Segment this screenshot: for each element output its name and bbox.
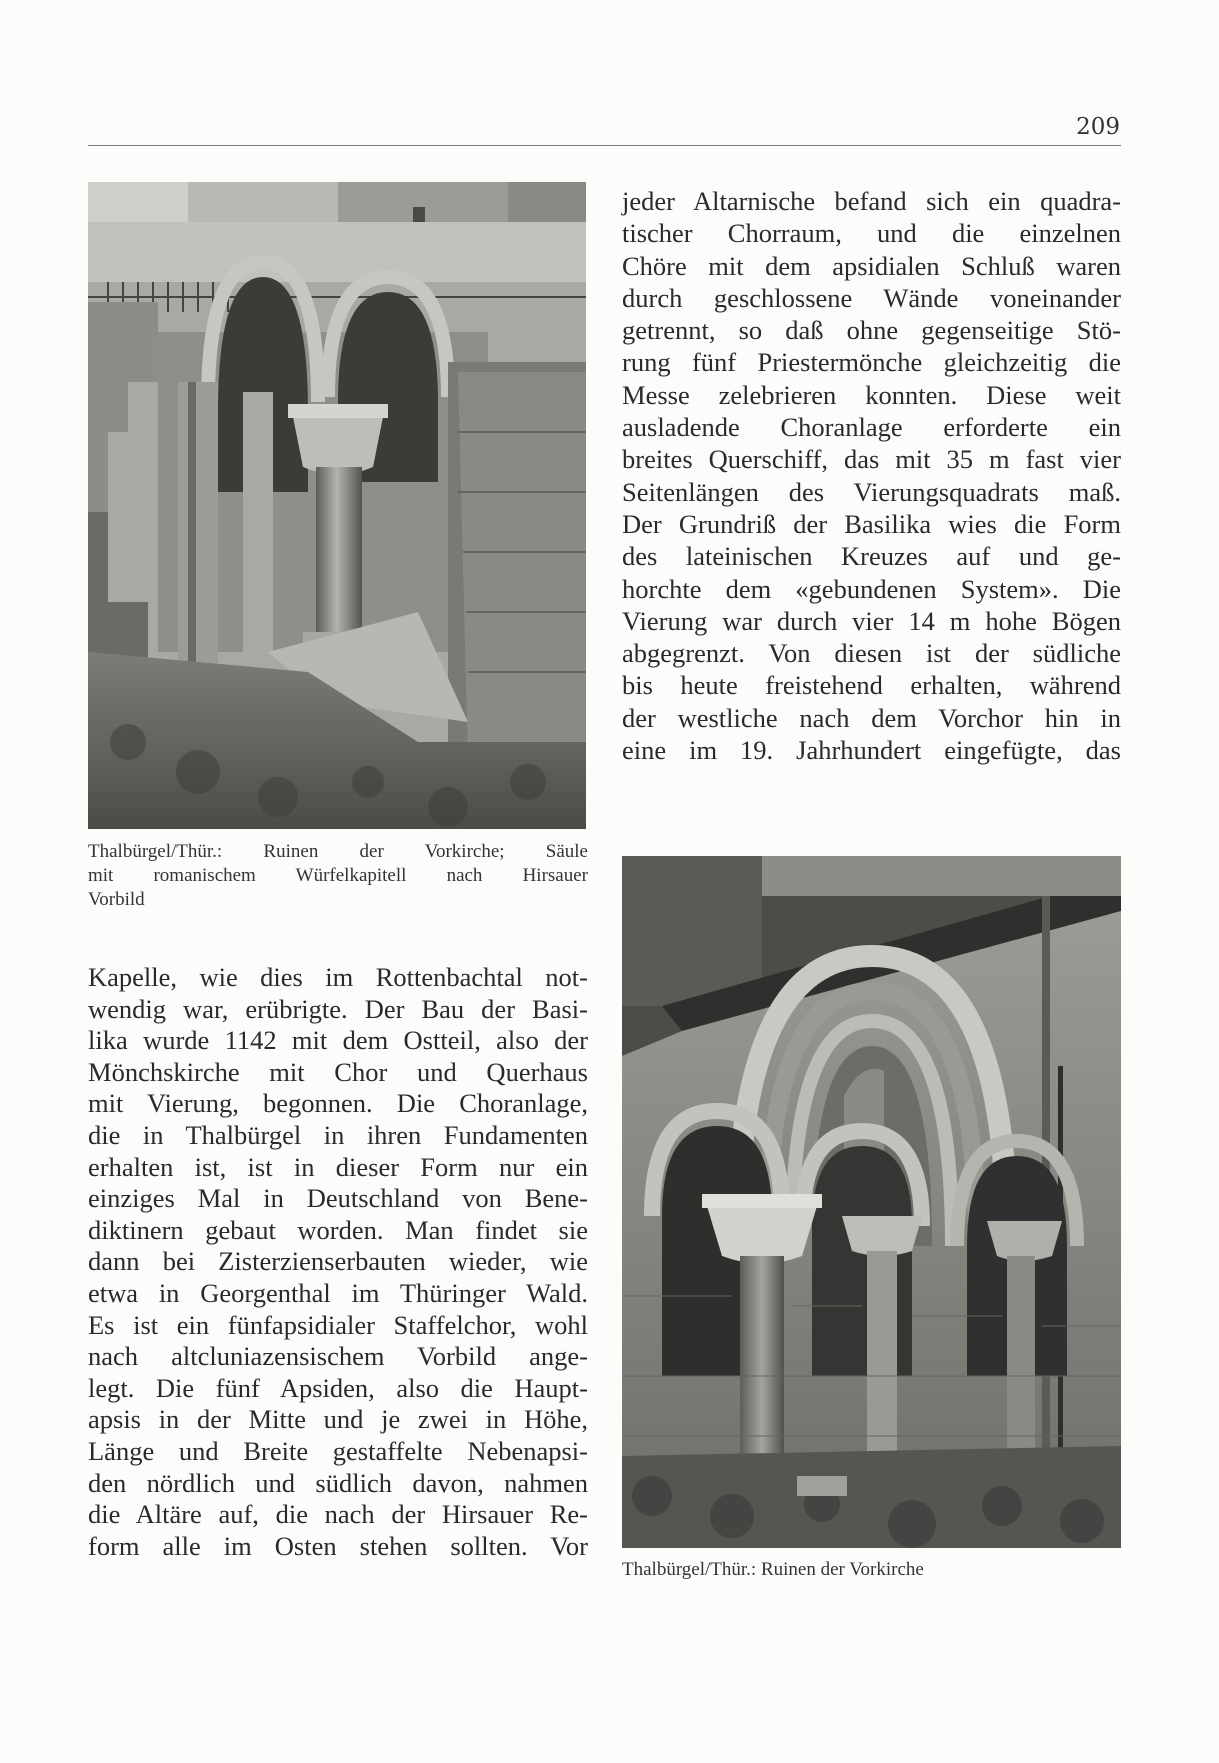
text-line: Messe zelebrieren konnten. Diese weit <box>622 379 1121 410</box>
text-line: tischer Chorraum, und die einzelnen <box>622 218 1121 249</box>
text-line: eine im 19. Jahrhundert eingefügte, das <box>622 735 1121 766</box>
caption-left-line: Thalbürgel/Thür.: Ruinen der Vorkirche; Säule <box>88 841 588 862</box>
text-line: dann bei Zisterzienserbauten wieder, wie <box>88 1246 588 1277</box>
header-rule <box>88 145 1121 146</box>
text-line: horchte dem «gebundenen System». Die <box>622 573 1121 604</box>
text-line: abgegrenzt. Von diesen ist der südliche <box>622 638 1121 669</box>
text-line: des lateinischen Kreuzes auf und ge- <box>622 541 1121 572</box>
text-line: durch geschlossene Wände voneinander <box>622 282 1121 313</box>
text-line: der westliche nach dem Vorchor hin in <box>622 702 1121 733</box>
text-line: wendig war, erübrigte. Der Bau der Basi- <box>88 993 588 1024</box>
photo-narthex-ruins-image <box>622 856 1121 1548</box>
text-line: breites Querschiff, das mit 35 m fast vier <box>622 444 1121 475</box>
text-line: form alle im Osten stehen sollten. Vor <box>88 1530 588 1561</box>
text-line: Chöre mit dem apsidialen Schluß waren <box>622 250 1121 281</box>
caption-right: Thalbürgel/Thür.: Ruinen der Vorkirche <box>622 1559 924 1580</box>
text-line: erhalten ist, ist in dieser Form nur ein <box>88 1151 588 1182</box>
photo-arcade-column <box>88 182 586 829</box>
text-line: diktinern gebaut worden. Man findet sie <box>88 1214 588 1245</box>
body-text-right-column <box>622 185 1121 766</box>
text-line: lika wurde 1142 mit dem Ostteil, also der <box>88 1025 588 1056</box>
text-line: nach altcluniazensischem Vorbild ange- <box>88 1341 588 1372</box>
text-line: Der Grundriß der Basilika wies die Form <box>622 508 1121 539</box>
body-text-left-column <box>88 962 588 1562</box>
text-line: bis heute freistehend erhalten, während <box>622 670 1121 701</box>
text-line: Kapelle, wie dies im Rottenbachtal not- <box>88 962 588 992</box>
caption-left-line: mit romanischem Würfelkapitell nach Hirsauer <box>88 865 588 886</box>
caption-left-line: Vorbild <box>88 889 145 910</box>
text-line: Vierung war durch vier 14 m hohe Bögen <box>622 605 1121 636</box>
photo-arcade-column-image <box>88 182 586 829</box>
text-line: Länge und Breite gestaffelte Nebenapsi- <box>88 1435 588 1466</box>
photo-narthex-ruins <box>622 856 1121 1548</box>
text-line: etwa in Georgenthal im Thüringer Wald. <box>88 1277 588 1308</box>
text-line: rung fünf Priestermönche gleichzeitig die <box>622 347 1121 378</box>
text-line: die in Thalbürgel in ihren Fundamenten <box>88 1119 588 1150</box>
text-line: den nördlich und südlich davon, nahmen <box>88 1467 588 1498</box>
text-line: Seitenlängen des Vierungsquadrats maß. <box>622 476 1121 507</box>
text-line: ausladende Choranlage erforderte ein <box>622 412 1121 443</box>
text-line: einziges Mal in Deutschland von Bene- <box>88 1183 588 1214</box>
text-line: Es ist ein fünfapsidialer Staffelchor, wohl <box>88 1309 588 1340</box>
text-line: jeder Altarnische befand sich ein quadra- <box>622 186 1121 216</box>
text-line: getrennt, so daß ohne gegenseitige Stö- <box>622 315 1121 346</box>
text-line: apsis in der Mitte und je zwei in Höhe, <box>88 1404 588 1435</box>
text-line: Mönchskirche mit Chor und Querhaus <box>88 1056 588 1087</box>
caption-left <box>88 840 588 912</box>
text-line: mit Vierung, begonnen. Die Choranlage, <box>88 1088 588 1119</box>
page-number: 209 <box>1076 114 1120 140</box>
text-line: legt. Die fünf Apsiden, also die Haupt- <box>88 1372 588 1403</box>
text-line: die Altäre auf, die nach der Hirsauer Re- <box>88 1499 588 1530</box>
